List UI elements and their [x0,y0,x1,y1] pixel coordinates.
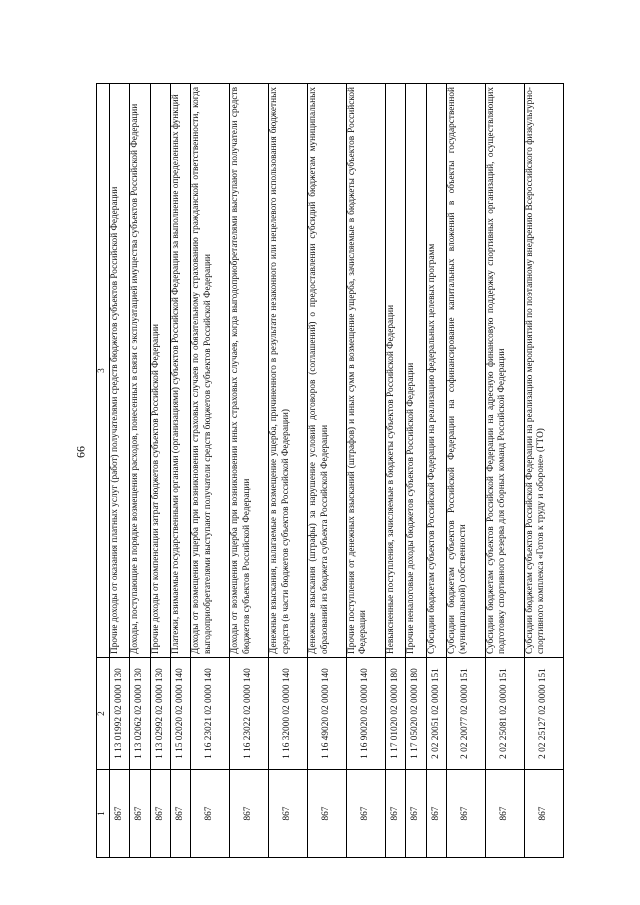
budget-classification-code-cell: 1 16 90020 02 0000 140 [347,658,386,770]
table-row [524,84,563,858]
revenue-description-cell: Субсидии бюджетам субъектов Российской Федерации на адресную финансовую поддержку спортивных организаций, осуществляющих подготовку спортивного резерва для сборных команд Российской Федерации [485,84,524,658]
budget-classification-code-cell: 2 02 20077 02 0000 151 [446,658,485,770]
revenue-description-cell: Прочие доходы от оказания платных услуг (работ) получателями средств бюджетов субъектов Российской Федерации [110,84,130,658]
page-number: 66 [73,446,88,458]
admin-code-cell: 867 [347,770,386,858]
table-row [386,84,406,858]
budget-classification-code-cell: 1 17 01020 02 0000 180 [386,658,406,770]
revenue-codes-table [96,83,564,858]
budget-classification-code-cell: 1 17 05020 02 0000 180 [406,658,426,770]
revenue-description-cell: Субсидии бюджетам субъектов Российской Федерации на реализацию федеральных целевых программ [426,84,446,658]
budget-classification-code-cell: 1 13 01992 02 0000 130 [110,658,130,770]
admin-code-cell: 867 [386,770,406,858]
budget-classification-code-cell: 2 02 25127 02 0000 151 [524,658,563,770]
admin-code-cell: 867 [406,770,426,858]
admin-code-cell: 867 [446,770,485,858]
table-row [426,84,446,858]
revenue-description-cell: Невыясненные поступления, зачисляемые в бюджеты субъектов Российской Федерации [386,84,406,658]
budget-classification-code-cell: 1 16 23021 02 0000 140 [191,658,230,770]
admin-code-cell: 867 [110,770,130,858]
budget-classification-code-cell: 1 16 23022 02 0000 140 [230,658,269,770]
table-row [110,84,130,858]
budget-classification-code-cell: 1 16 32000 02 0000 140 [269,658,308,770]
table-row [347,84,386,858]
table-row [150,84,170,858]
revenue-description-cell: Субсидии бюджетам субъектов Российской Федерации на реализацию мероприятий по поэтапному внедрению Всероссийского физкультурно-спортивного комплекса «Готов к труду и обороне» (ГТО) [524,84,563,658]
rotated-page-content [96,83,564,858]
revenue-description-cell: Прочие поступления от денежных взысканий (штрафов) и иных сумм в возмещение ущерба, зачисляемые в бюджеты субъектов Российской Федерации [347,84,386,658]
table-header-row [97,84,110,858]
revenue-description-cell: Платежи, взимаемые государственными органами (организациями) субъектов Российской Федерации за выполнение определенных функций [170,84,190,658]
revenue-description-cell: Прочие неналоговые доходы бюджетов субъектов Российской Федерации [406,84,426,658]
admin-code-cell: 867 [230,770,269,858]
table-row [406,84,426,858]
table-row [269,84,308,858]
revenue-description-cell: Доходы от возмещения ущерба при возникновении страховых случаев по обязательному страхованию гражданской ответственности, когда выгодоприобретателями выступают получатели средств бюджетов субъектов Российской Федерации [191,84,230,658]
table-row [230,84,269,858]
admin-code-cell: 867 [269,770,308,858]
revenue-description-cell: Денежные взыскания, налагаемые в возмещение ущерба, причиненного в результате незаконного или нецелевого использования бюджетных средств (в части бюджетов субъектов Российской Федерации) [269,84,308,658]
admin-code-cell: 867 [170,770,190,858]
budget-classification-code-cell: 1 13 02992 02 0000 130 [150,658,170,770]
revenue-description-cell: Доходы, поступающие в порядке возмещения расходов, понесенных в связи с эксплуатацией имущества субъектов Российской Федерации [130,84,150,658]
column-number-1: 1 [97,770,110,858]
admin-code-cell: 867 [485,770,524,858]
table-row [446,84,485,858]
table-row [170,84,190,858]
budget-classification-code-cell: 1 13 02062 02 0000 130 [130,658,150,770]
table-row [191,84,230,858]
budget-classification-code-cell: 2 02 20051 02 0000 151 [426,658,446,770]
admin-code-cell: 867 [426,770,446,858]
table-row [130,84,150,858]
admin-code-cell: 867 [130,770,150,858]
admin-code-cell: 867 [524,770,563,858]
budget-classification-code-cell: 2 02 25081 02 0000 151 [485,658,524,770]
revenue-description-cell: Прочие доходы от компенсации затрат бюджетов субъектов Российской Федерации [150,84,170,658]
column-number-3: 3 [97,84,110,658]
column-number-2: 2 [97,658,110,770]
table-row [485,84,524,858]
budget-classification-code-cell: 1 15 02020 02 0000 140 [170,658,190,770]
admin-code-cell: 867 [191,770,230,858]
budget-classification-code-cell: 1 16 49020 02 0000 140 [308,658,347,770]
admin-code-cell: 867 [150,770,170,858]
revenue-description-cell: Денежные взыскания (штрафы) за нарушение условий договоров (соглашений) о предоставлении субсидий бюджетам муниципальных образований из бюджета субъекта Российской Федерации [308,84,347,658]
revenue-description-cell: Субсидии бюджетам субъектов Российской Федерации на софинансирование капитальных вложений в объекты государственной (муниципальной) собственности [446,84,485,658]
admin-code-cell: 867 [308,770,347,858]
table-body [110,84,564,858]
revenue-description-cell: Доходы от возмещения ущерба при возникновении иных страховых случаев, когда выгодоприобретателями выступают получатели средств бюджетов субъектов Российской Федерации [230,84,269,658]
table-row [308,84,347,858]
